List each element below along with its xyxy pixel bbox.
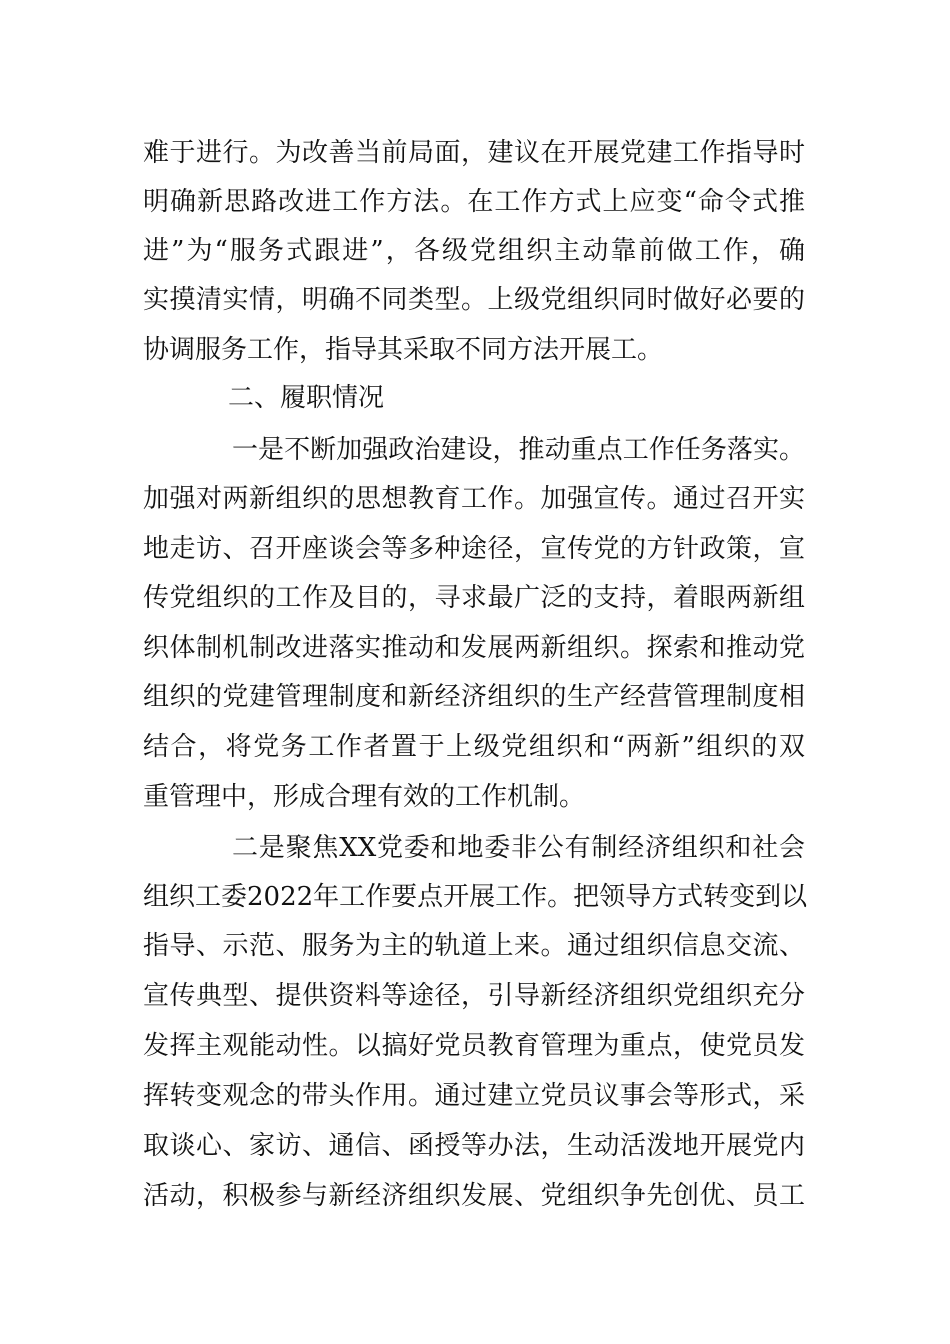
paragraph-3-line: 发挥主观能动性。以搞好党员教育管理为重点，使党员发 [143, 1031, 805, 1061]
paragraph-2-line: 组织的党建管理制度和新经济组织的生产经营管理制度相 [143, 682, 805, 712]
paragraph-1-line: 明确新思路改进工作方法。在工作方式上应变“命令式推 [143, 187, 805, 217]
section-heading: 二、履职情况 [228, 383, 385, 413]
paragraph-3-line: 宣传典型、提供资料等途径，引导新经济组织党组织充分 [143, 981, 805, 1011]
paragraph-2-line: 重管理中，形成合理有效的工作机制。 [143, 782, 586, 812]
paragraph-3-line: 二是聚焦XX党委和地委非公有制经济组织和社会 [232, 833, 805, 863]
paragraph-2-line: 结合，将党务工作者置于上级党组织和“两新”组织的双 [143, 732, 805, 762]
paragraph-2-line: 加强对两新组织的思想教育工作。加强宣传。通过召开实 [143, 484, 805, 514]
paragraph-2-line: 织体制机制改进落实推动和发展两新组织。探索和推动党 [143, 633, 805, 663]
paragraph-1-line: 难于进行。为改善当前局面，建议在开展党建工作指导时 [143, 138, 805, 168]
paragraph-2-line: 地走访、召开座谈会等多种途径，宣传党的方针政策，宣 [143, 534, 805, 564]
paragraph-3-line: 挥转变观念的带头作用。通过建立党员议事会等形式，采 [143, 1081, 805, 1111]
paragraph-3-line: 活动，积极参与新经济组织发展、党组织争先创优、员工 [143, 1181, 805, 1211]
paragraph-3-line: 组织工委2022年工作要点开展工作。把领导方式转变到以 [143, 882, 808, 912]
paragraph-3-line: 指导、示范、服务为主的轨道上来。通过组织信息交流、 [143, 931, 805, 961]
paragraph-1-line: 实摸清实情，明确不同类型。上级党组织同时做好必要的 [143, 285, 805, 315]
paragraph-1-line: 协调服务工作，指导其采取不同方法开展工。 [143, 335, 664, 365]
paragraph-2-line: 传党组织的工作及目的，寻求最广泛的支持，着眼两新组 [143, 583, 805, 613]
paragraph-2-line: 一是不断加强政治建设，推动重点工作任务落实。 [232, 435, 805, 465]
paragraph-3-line: 取谈心、家访、通信、函授等办法，生动活泼地开展党内 [143, 1131, 805, 1161]
paragraph-1-line: 进”为“服务式跟进”，各级党组织主动靠前做工作，确 [143, 236, 805, 266]
